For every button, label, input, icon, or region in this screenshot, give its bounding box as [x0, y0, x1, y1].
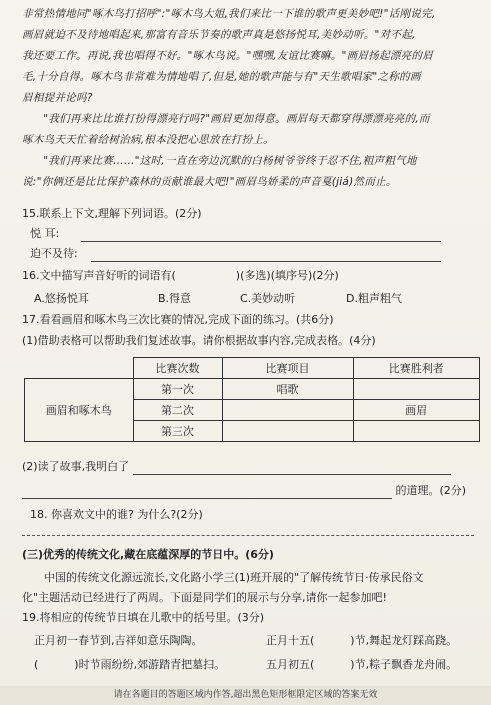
q17-answer-line-1[interactable]	[133, 462, 451, 475]
q19-text: 正月十五(	[266, 634, 315, 647]
q16-option-a[interactable]: A.悠扬悦耳	[34, 292, 89, 305]
q19-line-qingming	[34, 656, 225, 672]
q17-sub2-start: (2)读了故事,我明白了	[22, 460, 130, 473]
table-row-label: 画眉和啄木鸟	[25, 379, 134, 442]
q16-title-end: )(多选)(填序号)(2分)	[235, 269, 339, 282]
q19-title: 19.将相应的传统节日填在儿歌中的括号里。(3分)	[22, 611, 265, 624]
q16-title	[22, 268, 339, 284]
table-cell-answer[interactable]	[353, 421, 480, 442]
q17-answer-line-2[interactable]	[22, 486, 392, 499]
q15-item-pobujidai	[30, 246, 441, 262]
q19-text: )时节雨纷纷,郊游踏青把墓扫。	[74, 658, 226, 671]
q15-answer-line-2[interactable]	[91, 249, 441, 262]
table-cell: 第三次	[133, 421, 222, 442]
table-cell-answer[interactable]	[222, 421, 353, 442]
q19-text: )节,粽子飘香龙舟闹。	[350, 658, 458, 671]
q19-text: 五月初五(	[266, 658, 315, 671]
q19-text: (	[34, 658, 39, 671]
story-line: 我还要工作。再说,我也唱得不好。"啄木鸟说。"嘿嘿,友谊比赛嘛。"画眉扬起漂亮的眉	[22, 50, 433, 62]
table-cell: 唱歌	[222, 379, 353, 400]
q19-line-dragonboat	[266, 656, 457, 672]
q17-title: 17.看看画眉和啄木鸟三次比赛的情况,完成下面的练习。(共6分)	[22, 313, 334, 326]
q17-sub2	[22, 459, 451, 475]
q17-sub2-cont	[22, 483, 466, 499]
section3-para2: 化"主题活动已经进行了两周。下面是同学们的展示与分享,请你一起参加吧!	[22, 591, 387, 604]
q15-title: 15.联系上下文,理解下列词语。(2分)	[22, 207, 202, 220]
q15-word: 迫不及待:	[30, 247, 78, 260]
q15-word: 悦 耳:	[30, 227, 60, 240]
story-text	[22, 4, 477, 193]
q19-line-spring: 正月初一春节到,吉祥如意乐陶陶。	[34, 634, 203, 647]
q16-option-d[interactable]: D.粗声粗气	[346, 292, 402, 305]
table-cell: 画眉	[353, 400, 480, 421]
q19-line-lantern	[266, 632, 457, 648]
story-line: 眉相提并论吗?	[22, 92, 93, 104]
table-cell-answer[interactable]	[353, 379, 480, 400]
q16-option-c[interactable]: C.美妙动听	[240, 292, 296, 305]
story-line: "我们再来比赛……"这时,一直在旁边沉默的白杨树爷爷终于忍不住,粗声粗气地	[43, 155, 417, 167]
story-line: 非常热情地同"啄木鸟打招呼":"啄木鸟大姐,我们来比一下谁的歌声更美妙吧!"话刚说完,	[22, 8, 436, 20]
table-cell: 第二次	[133, 400, 222, 421]
q17-sub1: (1)借助表格可以帮助我们复述故事。请你根据故事内容,完成表格。(4分)	[22, 334, 376, 347]
section3-title: (三)优秀的传统文化,藏在底蕴深厚的节日中。(6分)	[22, 548, 274, 561]
q17-sub2-end: 的道理。(2分)	[395, 484, 467, 497]
table-header: 比赛项目	[222, 358, 353, 379]
q16-title-start: 16.文中描写声音好听的词语有(	[22, 269, 176, 282]
q19-text: )节,舞起龙灯踩高跷。	[350, 634, 458, 647]
table-header: 比赛胜利者	[353, 358, 480, 379]
q15-item-yueer	[30, 226, 441, 242]
q18-title: 18. 你喜欢文中的谁? 为什么?(2分)	[30, 508, 203, 521]
table-cell-answer[interactable]	[222, 400, 353, 421]
story-line: 啄木鸟天天忙着给树治病,根本没把心思放在打扮上。	[22, 134, 274, 146]
story-line: 毛,十分自得。啄木鸟非常难为情地唱了,但是,她的歌声能与有"天生歌唱家"之称的画	[22, 71, 421, 83]
story-line: 说:"你俩还是比比保护森林的贡献谁最大吧!"画眉鸟娇柔的声音戛(jiá)然而止。	[22, 176, 397, 188]
table-corner	[25, 358, 134, 379]
table-cell: 第一次	[133, 379, 222, 400]
footer-notice: 请在各题目的答题区域内作答,超出黑色矩形框限定区域的答案无效	[0, 686, 491, 705]
q17-table	[24, 357, 480, 442]
q16-option-b[interactable]: B.得意	[158, 292, 192, 305]
q18-answer-line[interactable]	[22, 535, 474, 536]
story-line: 画眉就迫不及待地唱起来,那富有音乐节奏的歌声真是悠扬悦耳,美妙动听。"对不起,	[22, 29, 416, 41]
q15-answer-line-1[interactable]	[81, 229, 441, 242]
section3-para1: 中国的传统文化源远流长,文化路小学三(1)班开展的"了解传统节日·传承民俗文	[44, 571, 424, 584]
story-line: "我们再来比比谁打扮得漂亮行吗?"画眉更加得意。画眉每天都穿得漂漂亮亮的,而	[43, 113, 430, 125]
table-header: 比赛次数	[133, 358, 222, 379]
